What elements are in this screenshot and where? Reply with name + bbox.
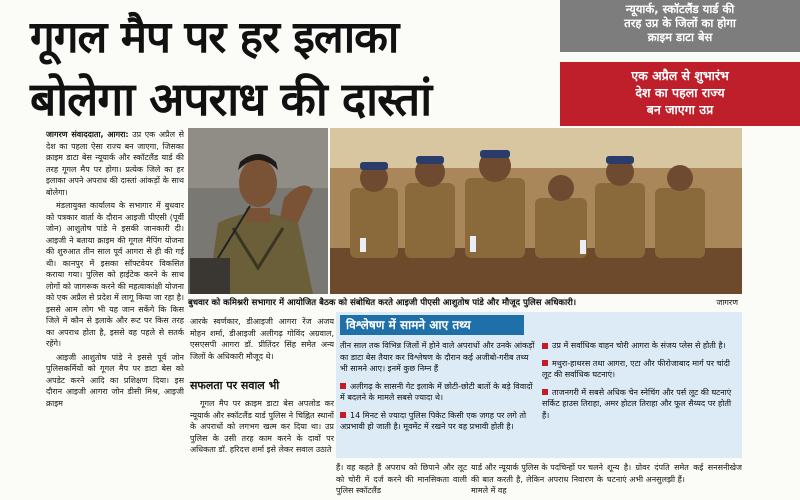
bullet-text: मथुरा-हाथरस तथा आगरा, एटा और फीरोजाबाद मार्ग पर चांदी लूट की सर्वाधिक घटनाएं। bbox=[542, 358, 731, 379]
bullet-square-icon bbox=[340, 412, 346, 418]
deck-red-line: बन जाएगा उप्र bbox=[646, 102, 714, 117]
deck-red-line: देश का पहला राज्य bbox=[635, 85, 725, 100]
article-paragraph bbox=[46, 129, 184, 198]
analysis-right-column bbox=[542, 340, 738, 427]
bullet-text: ताजनगरी में सबसे अधिक चेन स्नेचिंग और पर्स लूट की घटनाएं सर्किट हाउस तिराहा, अमर होटल तिराहा और फूल सैय्यद पर होती हैं। bbox=[542, 387, 732, 420]
analysis-box bbox=[336, 312, 742, 458]
bullet-text: उप्र में सर्वाधिक वाहन चोरी आगरा के संजय प्लेस से होती है। bbox=[552, 341, 726, 350]
article-paragraph: आरके स्वर्णकार, डीआइजी आगरा रेंज अजय मोहन शर्मा, डीआइजी अलीगढ़ गोविंद अग्रवाल, एसएसपी आगरा डॉ. प्रीतिंदर सिंह समेत अन्य जिलों के अधिकारी मौजूद थे। bbox=[190, 317, 334, 361]
speaker-photo-art bbox=[188, 128, 328, 294]
analysis-title: विश्लेषण में सामने आए तथ्य bbox=[340, 315, 524, 335]
analysis-bullet bbox=[340, 381, 538, 404]
analysis-bullet bbox=[542, 340, 738, 352]
analysis-bullet bbox=[340, 410, 538, 433]
deck-red-line: एक अप्रैल से शुभारंभ bbox=[631, 68, 729, 83]
deck-grey-line: न्यूयार्क, स्कॉटलैंड यार्ड की bbox=[625, 2, 735, 16]
bullet-text: 14 मिनट से ज्यादा पुलिस पिकेट किसी एक जगह पर लगे तो अप्रभावी हो जाती है। मूवमेंट में रखने पर वह प्रभावी होती है। bbox=[340, 410, 527, 431]
bullet-square-icon bbox=[340, 383, 346, 389]
officers-photo bbox=[330, 128, 742, 294]
deck-grey-line: क्राइम डाटा बेस bbox=[647, 30, 713, 44]
bullet-text: अलीगढ़ के सासनी गेट इलाके में छोटी-छोटी बातों के बड़े विवादों में बदलने के मामले सबसे ज्यादा थे। bbox=[340, 381, 533, 402]
article-column-2-continued bbox=[190, 398, 334, 500]
analysis-left-column bbox=[340, 340, 538, 439]
photo-credit: जागरण bbox=[716, 298, 738, 307]
article-paragraph: हैं। वह कहते हैं अपराध को छिपाने और लूट को चोरी में दर्ज करने की मानसिकता वाली पुलिस स्कॉटलैंड bbox=[336, 463, 467, 495]
article-paragraph: यार्ड और न्यूयार्क पुलिस के पदचिन्हों पर चलने की बात करती है, लेकिन अपराध निवारण के मामले में वह bbox=[471, 463, 603, 495]
article-paragraph: शून्य है। ग्रोवर दंपति समेत कई सनसनीखेज घटनाएं अभी अनसुलझी हैं। bbox=[607, 463, 742, 484]
analysis-bullet bbox=[542, 387, 738, 422]
photo-caption bbox=[188, 296, 742, 310]
caption-text: बुधवार को कमिश्नरी सभागार में आयोजित बैठक को संबोधित करते आइजी पीएसी आशुतोष पांडे और मौजूद पुलिस अधिकारी। bbox=[188, 298, 577, 308]
deck-box-red bbox=[560, 62, 800, 126]
headline-line-1: गूगल मैप पर हर इलाका bbox=[30, 12, 399, 63]
article-paragraph: गूगल मैप पर क्राइम डाटा बेस अपलोड कर न्यूयार्क और स्कॉटलैंड यार्ड पुलिस ने चिह्नित स्थानों के अपराधों को लगभग खत्म कर दिया था। उप्र पुलिस के उसी तरह काम करने के दावों पर अधिकता डॉ. हरिदत्त शर्मा इसे लेकर सवाल उठाते bbox=[190, 399, 334, 454]
subheading: सफलता पर सवाल भी bbox=[190, 379, 280, 392]
bullet-square-icon bbox=[542, 343, 548, 349]
byline: जागरण संवाददाता, आगरा: bbox=[46, 130, 129, 139]
article-paragraph: आइजी आशुतोष पांडे ने इससे पूर्व जोन पुलिसकर्मियों को गूगल मैप पर डाटा बेस को अपडेट करने आदि का प्रशिक्षण दिया। इस दौरान आइजी आगरा जोन डीसी मिश्र, आइजी क्राइम bbox=[46, 352, 184, 408]
paragraph-text: उप्र एक अप्रैल से देश का पहला ऐसा राज्य बन जाएगा, जिसका क्राइम डाटा बेस न्यूयार्क और स्कॉटलैंड यार्ड की तरह गूगल मैप पर होगा। प्रत्येक जिले का हर इलाका अपने अपराध की दास्तां आंकड़ों के साथ बोलेगा। bbox=[46, 130, 184, 197]
bullet-square-icon bbox=[542, 389, 548, 395]
article-paragraph: मंडलायुक्त कार्यालय के सभागार में बुधवार को पत्रकार वार्ता के दौरान आइजी पीएसी (पूर्वी जोन) आशुतोष पांडे ने इसकी जानकारी दी। आइजी ने बताया क्राइम की गूगल मैपिंग योजना की शुरुआत तीन साल पूर्व आगरा से ही की गई थी। कानपुर में इसका सॉफ्टवेयर विकसित कराया गया। पुलिस को हाईटेक करने के साथ लोगों को जागरूक करने की महत्वाकांक्षी योजना को एक अप्रैल से प्रदेश में लागू किया जा रहा है। इससे आम लोग भी यह जान सकेंगे कि किस जिले में कौन से इलाके और रूट पर किस तरह का अपराध होता है, इससे वह पहले से सतर्क रहेंगे। bbox=[46, 201, 184, 348]
bullet-square-icon bbox=[542, 360, 548, 366]
article-column-1 bbox=[46, 129, 184, 500]
officers-photo-art bbox=[330, 128, 742, 294]
analysis-intro: तीन साल तक विभिन्न जिलों में होने वाले अपराधों और उनके आंकड़ों का डाटा बेस तैयार कर विश्लेषण के दौरान कई अजीबो-गरीब तथ्य भी सामने आए। इनमें कुछ निम्न हैं bbox=[340, 341, 535, 373]
article-column-4 bbox=[471, 462, 603, 500]
deck-box-grey bbox=[560, 0, 800, 52]
article-column-5 bbox=[607, 462, 742, 500]
article-column-2 bbox=[190, 316, 334, 378]
headline-line-2: बोलेगा अपराध की दास्तां bbox=[30, 72, 432, 126]
analysis-bullet bbox=[542, 358, 738, 381]
headline bbox=[30, 10, 550, 128]
speaker-photo bbox=[188, 128, 328, 294]
deck-grey-line: तरह उप्र के जिलों का होगा bbox=[624, 16, 736, 30]
article-column-3 bbox=[336, 462, 467, 500]
